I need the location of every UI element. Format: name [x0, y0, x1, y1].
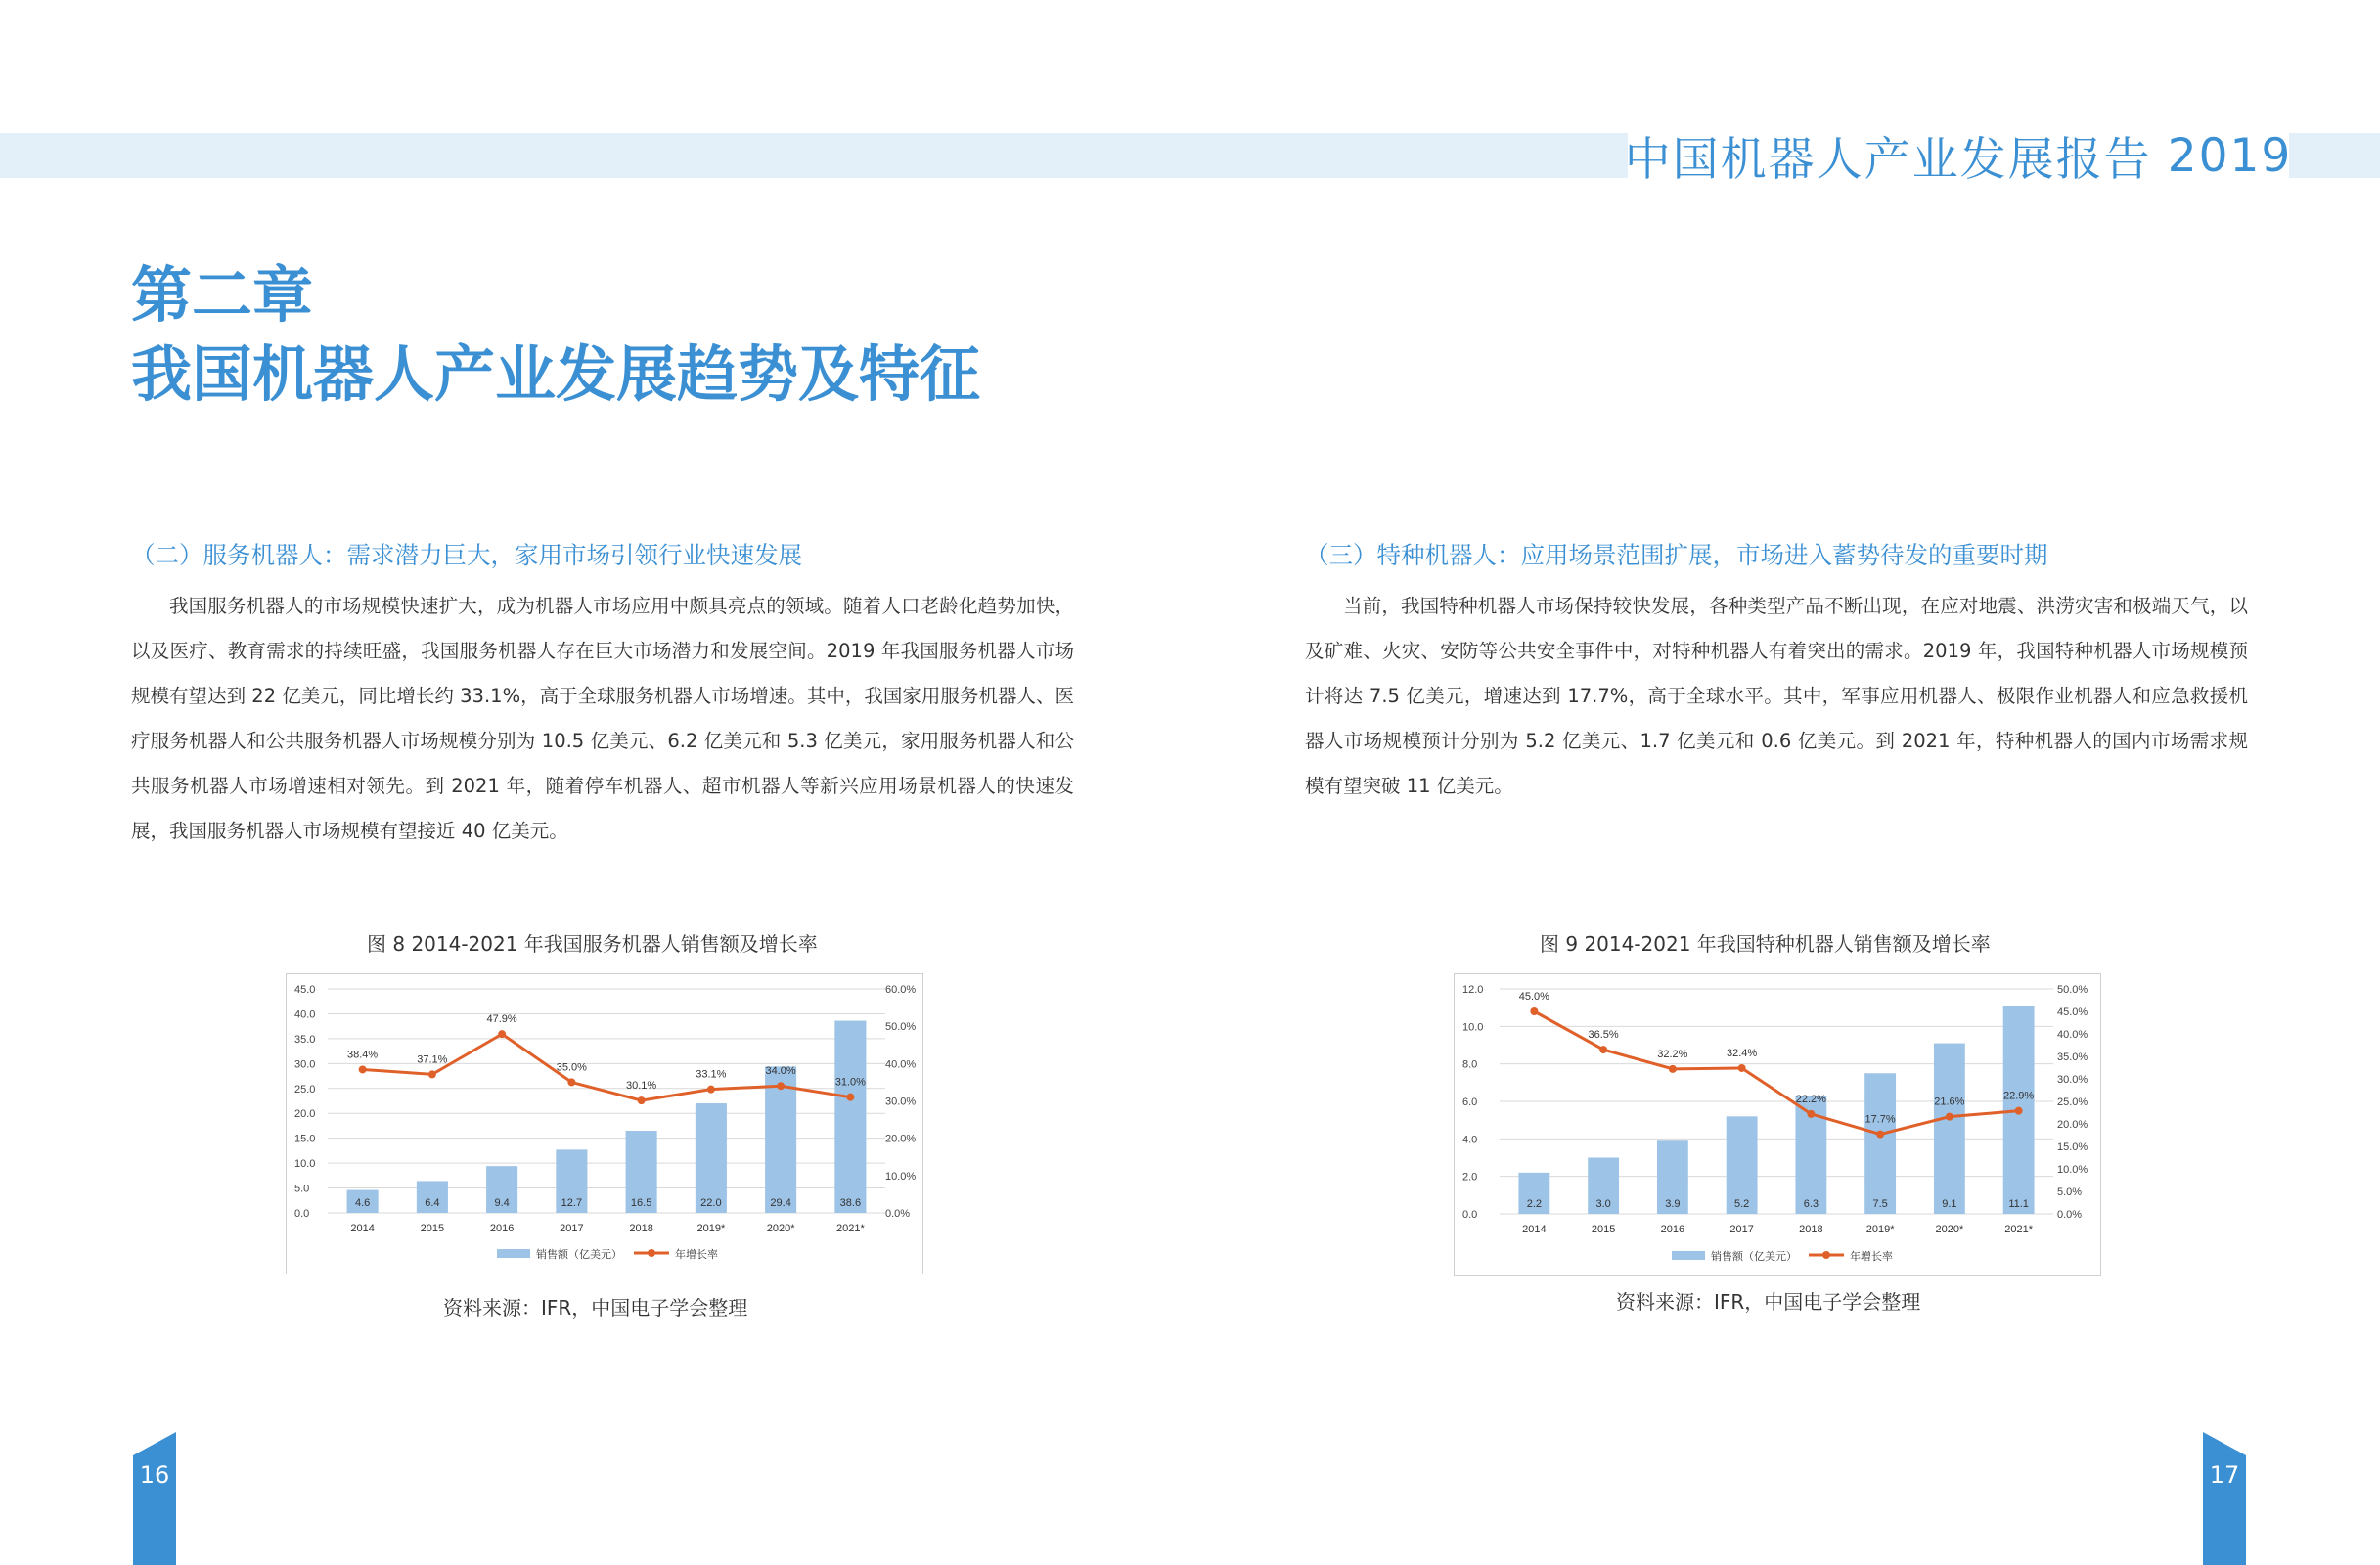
y-tick-right: 20.0% — [2057, 1119, 2088, 1131]
legend-line-marker — [1822, 1251, 1830, 1259]
growth-point — [2015, 1107, 2023, 1115]
legend-bar-label: 销售额（亿美元） — [536, 1249, 622, 1261]
x-tick-label: 2017 — [1729, 1224, 1754, 1235]
left-section-title: （二）服务机器人：需求潜力巨大，家用市场引领行业快速发展 — [131, 541, 802, 569]
y-tick-left: 10.0 — [294, 1158, 316, 1171]
bar-value-label: 22.0 — [700, 1197, 722, 1209]
x-tick-label: 2016 — [1660, 1224, 1685, 1235]
special-robot-chart — [1454, 973, 2101, 1276]
y-tick-right: 0.0% — [885, 1208, 911, 1220]
y-tick-left: 0.0 — [294, 1208, 310, 1220]
x-tick-label: 2019* — [696, 1223, 726, 1234]
bar-value-label: 3.9 — [1665, 1198, 1681, 1210]
x-tick-label: 2014 — [350, 1223, 375, 1234]
page-number-right: 17 — [2209, 1461, 2240, 1489]
y-tick-right: 10.0% — [2057, 1164, 2088, 1176]
growth-point — [1807, 1110, 1815, 1118]
service-robot-chart-svg — [287, 974, 922, 1274]
y-tick-left: 20.0 — [294, 1108, 316, 1121]
x-tick-label: 2020* — [766, 1223, 795, 1234]
y-tick-left: 25.0 — [294, 1083, 316, 1096]
growth-label: 47.9% — [486, 1013, 517, 1026]
y-tick-right: 25.0% — [2057, 1096, 2088, 1108]
bar-value-label: 9.4 — [494, 1197, 510, 1209]
growth-label: 31.0% — [834, 1076, 866, 1089]
legend-bar-swatch — [497, 1249, 530, 1258]
service-robot-chart — [286, 973, 923, 1274]
bar-value-label: 4.6 — [354, 1197, 371, 1209]
growth-point — [707, 1086, 715, 1094]
bar-value-label: 12.7 — [561, 1197, 583, 1209]
growth-label: 38.4% — [347, 1049, 379, 1061]
y-tick-right: 20.0% — [885, 1133, 917, 1145]
y-tick-right: 30.0% — [885, 1096, 917, 1108]
growth-point — [1946, 1113, 1953, 1121]
growth-point — [638, 1096, 646, 1104]
bar — [1864, 1073, 1896, 1214]
growth-point — [567, 1078, 575, 1086]
y-tick-right: 60.0% — [885, 984, 917, 996]
chapter-number: 第二章 — [131, 259, 314, 331]
left-source: 资料来源：IFR，中国电子学会整理 — [443, 1296, 748, 1319]
legend-line-marker — [648, 1249, 655, 1257]
growth-label: 37.1% — [417, 1053, 448, 1066]
x-tick-label: 2015 — [420, 1223, 445, 1234]
y-tick-right: 35.0% — [2057, 1051, 2088, 1063]
page-number-left: 16 — [139, 1461, 170, 1489]
growth-label: 36.5% — [1588, 1029, 1619, 1042]
report-header — [1624, 123, 2293, 188]
right-section-title: （三）特种机器人：应用场景范围扩展，市场进入蓄势待发的重要时期 — [1305, 541, 2048, 569]
growth-label: 22.9% — [2003, 1090, 2035, 1102]
legend-bar-label: 销售额（亿美元） — [1711, 1251, 1797, 1263]
x-tick-label: 2021* — [835, 1223, 865, 1234]
y-tick-left: 8.0 — [1462, 1058, 1478, 1071]
y-tick-right: 15.0% — [2057, 1141, 2088, 1153]
bar-value-label: 9.1 — [1942, 1198, 1957, 1210]
legend-line-label: 年增长率 — [675, 1249, 718, 1261]
legend-bar-swatch — [1672, 1251, 1705, 1260]
y-tick-left: 30.0 — [294, 1058, 316, 1071]
report-year: 2019 — [2167, 128, 2293, 183]
left-figure-caption: 图 8 2014-2021 年我国服务机器人销售额及增长率 — [367, 932, 818, 956]
growth-label: 17.7% — [1864, 1113, 1896, 1126]
bar-value-label: 6.3 — [1803, 1198, 1819, 1210]
y-tick-right: 30.0% — [2057, 1074, 2088, 1086]
right-paragraph-text: 当前，我国特种机器人市场保持较快发展，各种类型产品不断出现，在应对地震、洪涝灾害和极端天气，以及矿难、火灾、安防等公共安全事件中，对特种机器人有着突出的需求。2019 年，我国特种机器人市场规模预计将达 7.5 亿美元，增速达到 17.7%，高于全球水平。其中，军事应用机器人、极限作业机器人和应急救援机器人市场规模预计分别为 5.2 亿美元、1.7 亿美元和 0.6 亿美元。到 2021 年，特种机器人的国内市场需求规模有望突破 11 亿美元。 — [1305, 595, 2248, 797]
growth-point — [1669, 1065, 1677, 1073]
growth-label: 45.0% — [1518, 991, 1549, 1003]
bar-value-label: 7.5 — [1872, 1198, 1888, 1210]
growth-label: 21.6% — [1934, 1096, 1965, 1108]
x-tick-label: 2014 — [1522, 1224, 1547, 1235]
growth-point — [428, 1070, 436, 1078]
y-tick-left: 10.0 — [1462, 1021, 1484, 1034]
legend-line-label: 年增长率 — [1850, 1251, 1893, 1263]
y-tick-left: 2.0 — [1462, 1171, 1478, 1184]
x-tick-label: 2019* — [1865, 1224, 1895, 1235]
growth-point — [1599, 1046, 1607, 1053]
x-tick-label: 2018 — [1799, 1224, 1823, 1235]
left-paragraph-text: 我国服务机器人的市场规模快速扩大，成为机器人市场应用中颇具亮点的领域。随着人口老龄化趋势加快，以及医疗、教育需求的持续旺盛，我国服务机器人存在巨大市场潜力和发展空间。2019 年我国服务机器人市场规模有望达到 22 亿美元，同比增长约 33.1%，高于全球服务机器人市场增速。其中，我国家用服务机器人、医疗服务机器人和公共服务机器人市场规模分别为 10.5 亿美元、6.2 亿美元和 5.3 亿美元，家用服务机器人和公共服务机器人市场增速相对领先。到 2021 年，随着停车机器人、超市机器人等新兴应用场景机器人的快速发展，我国服务机器人市场规模有望接近 40 亿美元。 — [131, 595, 1074, 842]
growth-label: 32.2% — [1657, 1048, 1688, 1060]
growth-point — [359, 1065, 367, 1073]
y-tick-right: 50.0% — [2057, 984, 2088, 996]
y-tick-left: 0.0 — [1462, 1209, 1478, 1221]
growth-point — [846, 1094, 854, 1101]
growth-label: 30.1% — [626, 1080, 657, 1093]
bar-value-label: 11.1 — [2008, 1198, 2029, 1210]
x-tick-label: 2017 — [560, 1223, 584, 1234]
bar — [834, 1021, 866, 1213]
y-tick-right: 10.0% — [885, 1170, 917, 1183]
x-tick-label: 2021* — [2004, 1224, 2034, 1235]
bar-value-label: 2.2 — [1526, 1198, 1543, 1210]
bar-value-label: 3.0 — [1595, 1198, 1611, 1210]
y-tick-left: 45.0 — [294, 984, 316, 996]
page-tab-right — [2203, 1432, 2246, 1565]
page-tab-left — [133, 1432, 176, 1565]
right-source: 资料来源：IFR，中国电子学会整理 — [1616, 1290, 1921, 1314]
growth-point — [1530, 1007, 1538, 1015]
bar-value-label: 38.6 — [839, 1197, 862, 1209]
bar-value-label: 16.5 — [630, 1197, 652, 1209]
y-tick-right: 45.0% — [2057, 1006, 2088, 1018]
bar-value-label: 5.2 — [1733, 1198, 1750, 1210]
x-tick-label: 2018 — [629, 1223, 653, 1234]
growth-label: 32.4% — [1727, 1047, 1758, 1059]
y-tick-left: 35.0 — [294, 1033, 316, 1046]
bar-value-label: 6.4 — [425, 1197, 440, 1209]
growth-label: 22.2% — [1795, 1093, 1826, 1105]
growth-point — [1876, 1131, 1884, 1139]
special-robot-chart-svg — [1455, 974, 2100, 1275]
y-tick-left: 4.0 — [1462, 1134, 1478, 1146]
y-tick-left: 6.0 — [1462, 1096, 1478, 1108]
growth-label: 33.1% — [696, 1068, 727, 1081]
y-tick-left: 12.0 — [1462, 984, 1484, 996]
growth-point — [498, 1030, 506, 1038]
y-tick-right: 40.0% — [2057, 1029, 2088, 1041]
x-tick-label: 2020* — [1935, 1224, 1964, 1235]
y-tick-right: 40.0% — [885, 1058, 917, 1071]
growth-label: 34.0% — [765, 1065, 796, 1078]
right-paragraph — [1305, 584, 2248, 809]
y-tick-left: 5.0 — [294, 1183, 310, 1195]
right-figure-caption: 图 9 2014-2021 年我国特种机器人销售额及增长率 — [1540, 932, 1991, 956]
left-paragraph — [131, 584, 1074, 854]
chapter-title: 我国机器人产业发展趋势及特征 — [131, 338, 981, 410]
y-tick-right: 0.0% — [2057, 1209, 2083, 1221]
y-tick-right: 50.0% — [885, 1021, 917, 1034]
growth-label: 35.0% — [556, 1061, 587, 1074]
x-tick-label: 2016 — [489, 1223, 515, 1234]
growth-point — [1738, 1064, 1746, 1072]
growth-point — [777, 1082, 785, 1090]
y-tick-right: 5.0% — [2057, 1186, 2083, 1198]
bar — [1934, 1044, 1965, 1214]
bar-value-label: 29.4 — [770, 1197, 791, 1209]
x-tick-label: 2015 — [1591, 1224, 1616, 1235]
y-tick-left: 40.0 — [294, 1008, 316, 1021]
y-tick-left: 15.0 — [294, 1133, 316, 1145]
report-title: 中国机器人产业发展报告 — [1624, 132, 2152, 187]
